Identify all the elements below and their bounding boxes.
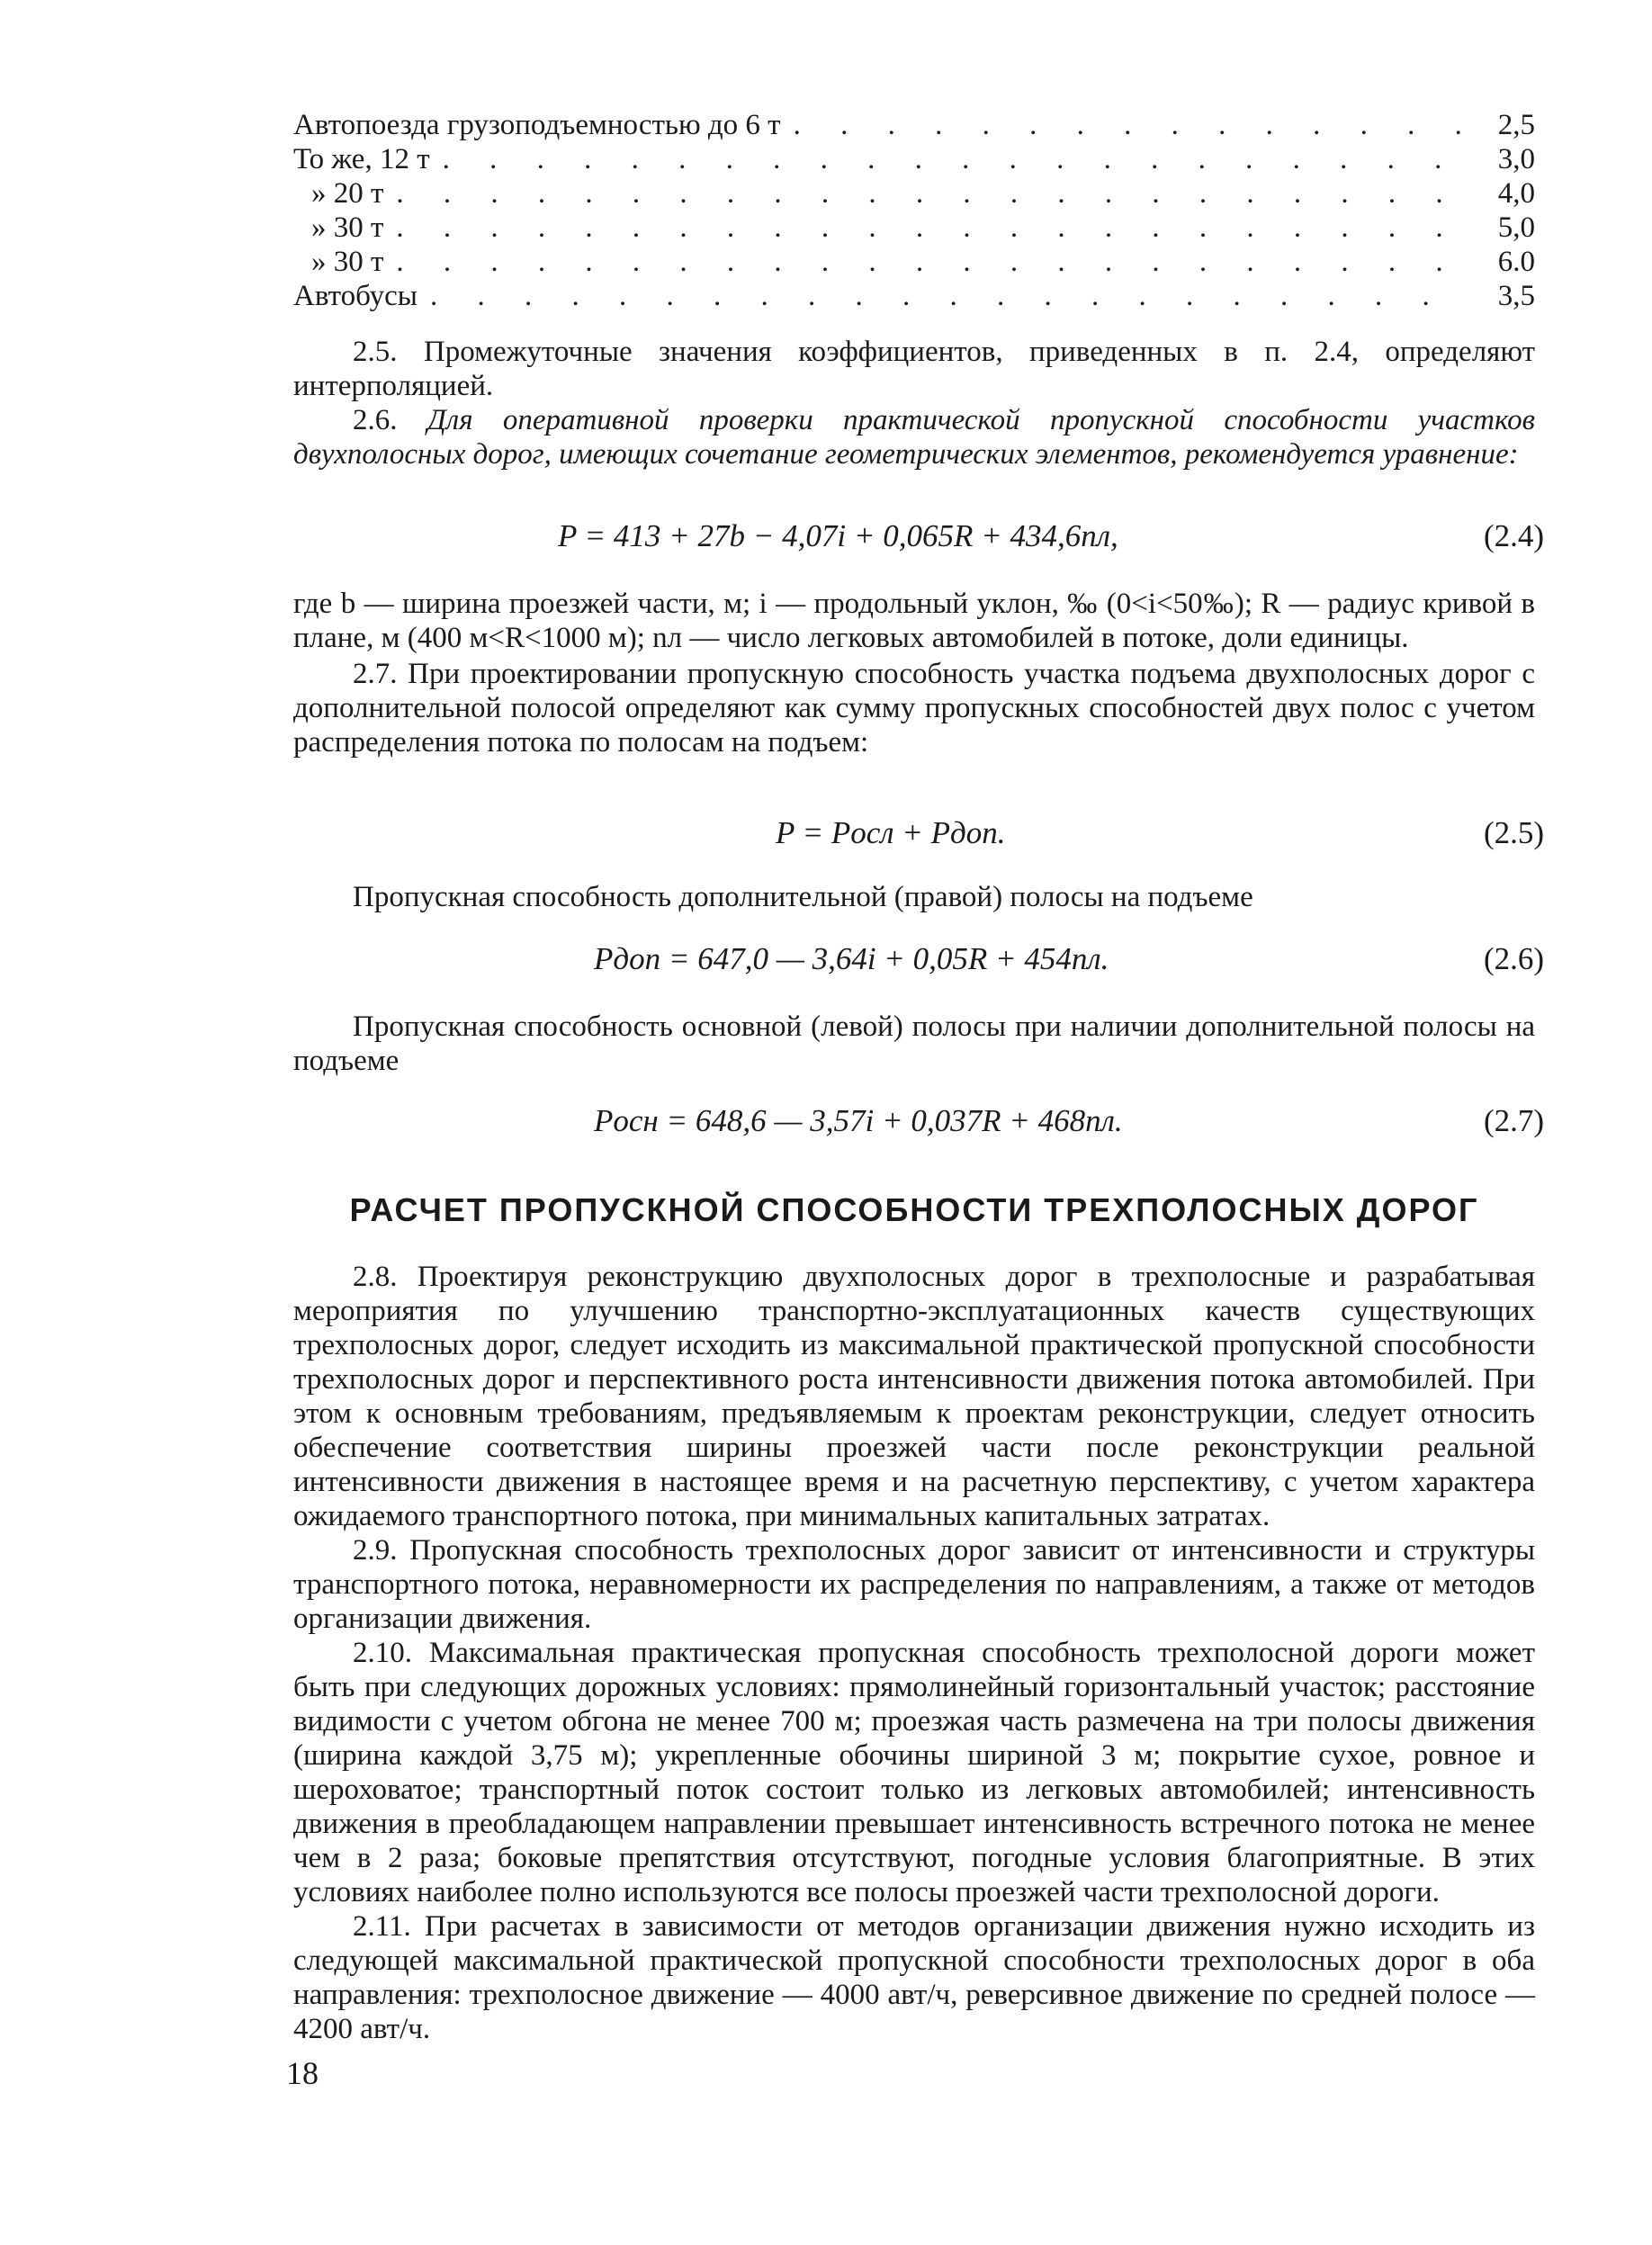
equation-2-7 (594, 1103, 1544, 1139)
paragraph-2-7: 2.7. При проектировании пропускную способность участка подъема двухполосных дорог с дополнительной полосой определяют как сумму пропускных способностей двух полос с учетом распределения потока по полосам на подъем: (293, 658, 1535, 759)
list-item-value: 5,0 (1497, 211, 1535, 244)
section-heading: РАСЧЕТ ПРОПУСКНОЙ СПОСОБНОСТИ ТРЕХПОЛОСНЫХ ДОРОГ (349, 1191, 1479, 1228)
equation-formula: P = Pосл + Pдоп. (776, 815, 1006, 850)
paragraph-2-6-text: Для оперативной проверки практической пропускной способности участков двухполосных дорог, имеющих сочетание геометрических элементов, рекомендуется уравнение: (293, 404, 1535, 471)
list-item-label: » 20 т (311, 177, 384, 210)
list-item-value: 3,5 (1497, 280, 1535, 312)
equation-number: (2.5) (1483, 815, 1544, 850)
list-item (293, 176, 1535, 211)
dot-leader (396, 176, 1468, 211)
list-item-label: Автобусы (293, 280, 417, 312)
list-item (293, 245, 1535, 279)
paragraph-number: 2.6. (353, 404, 398, 436)
section-2-8-2-11 (293, 1260, 1535, 2046)
list-item-label: » 30 т (311, 211, 384, 244)
equation-number: (2.6) (1483, 941, 1544, 976)
dot-leader (396, 211, 1468, 245)
paragraph-2-11: 2.11. При расчетах в зависимости от методов организации движения нужно исходить из следующей максимальной практической пропускной способности трехполосных дорог в оба направления: трехполосное движение — 4000 авт/ч, реверсивное движение по средней полосе — 4200 авт/ч. (293, 1910, 1535, 2045)
equation-formula: Pдоп = 647,0 — 3,64i + 0,05R + 454nл. (594, 941, 1109, 976)
paragraph-2-10: 2.10. Максимальная практическая пропускная способность трехполосной дороги может быть при следующих дорожных условиях: прямолинейный горизонтальный участок; расстояние видимости с учетом обгона не менее 700 м; проезжая часть размечена на три полосы движения (ширина каждой 3,75 м); укрепленные обочины шириной 3 м; покрытие сухое, ровное и шероховатое; транспортный поток состоит только из легковых автомобилей; интенсивность движения в преобладающем направлении превышает интенсивность встречного потока не менее чем в 2 раза; боковые препятствия отсутствуют, погодные условия благоприятные. В этих условиях наиболее полно используются все полосы проезжей части трехполосной дороги. (293, 1637, 1535, 1908)
list-item-value: 4,0 (1497, 177, 1535, 210)
dot-leader (794, 108, 1468, 142)
equation-formula: P = 413 + 27b − 4,07i + 0,065R + 434,6nл, (558, 518, 1118, 553)
paragraph-2-6 (293, 403, 1535, 471)
section-2-5-2-6 (293, 335, 1535, 471)
list-item (293, 108, 1535, 142)
list-item-label: Автопоезда грузоподъемностью до 6 т (293, 109, 781, 141)
list-item-value: 3,0 (1497, 143, 1535, 175)
where-definitions: где b — ширина проезжей части, м; i — продольный уклон, ‰ (0<i<50‰); R — радиус кривой в плане, м (400 м<R<1000 м); nл — число легковых автомобилей в потоке, доли единицы. (293, 588, 1535, 654)
equation-number: (2.7) (1483, 1103, 1544, 1138)
dot-leader (430, 279, 1468, 313)
paragraph-2-9: 2.9. Пропускная способность трехполосных дорог зависит от интенсивности и структуры транспортного потока, неравномерности их распределения по направлениям, а также от методов организации движения. (293, 1534, 1535, 1635)
dot-leader (396, 245, 1468, 279)
list-item (293, 142, 1535, 176)
equation-2-5 (776, 815, 1544, 851)
equation-formula: Pосн = 648,6 — 3,57i + 0,037R + 468nл. (594, 1103, 1123, 1138)
dot-leader (443, 142, 1468, 176)
paragraph-2-5: 2.5. Промежуточные значения коэффициентов, приведенных в п. 2.4, определяют интерполяцией. (293, 336, 1535, 402)
section-where-2-7 (293, 587, 1535, 759)
text-dop-lane (293, 880, 1535, 914)
list-item (293, 279, 1535, 313)
paragraph-dop-lane: Пропускная способность дополнительной (правой) полосы на подъеме (353, 881, 1253, 913)
equation-2-4 (558, 518, 1544, 554)
list-item-label: То же, 12 т (293, 143, 430, 175)
list-item-label: » 30 т (311, 246, 384, 278)
equation-2-6 (594, 941, 1544, 977)
list-item-value: 2,5 (1497, 109, 1535, 141)
paragraph-osn-lane: Пропускная способность основной (левой) полосы при наличии дополнительной полосы на подъеме (293, 1010, 1535, 1077)
text-osn-lane (293, 1010, 1535, 1078)
coefficient-list (293, 108, 1535, 313)
paragraph-2-8: 2.8. Проектируя реконструкцию двухполосных дорог в трехполосные и разрабатывая мероприятия по улучшению транспортно-эксплуатационных качеств существующих трехполосных дорог, следует исходить из максимальной практической пропускной способности трехполосных дорог и перспективного роста интенсивности движения потока автомобилей. При этом к основным требованиям, предъявляемым к проектам реконструкции, следует относить обеспечение соответствия ширины проезжей части после реконструкции реальной интенсивности движения в настоящее время и на расчетную перспективу, с учетом характера ожидаемого транспортного потока, при минимальных капитальных затратах. (293, 1261, 1535, 1532)
page-number: 18 (286, 2055, 319, 2091)
equation-number: (2.4) (1483, 518, 1544, 553)
list-item-value: 6.0 (1497, 246, 1535, 278)
list-item (293, 211, 1535, 245)
